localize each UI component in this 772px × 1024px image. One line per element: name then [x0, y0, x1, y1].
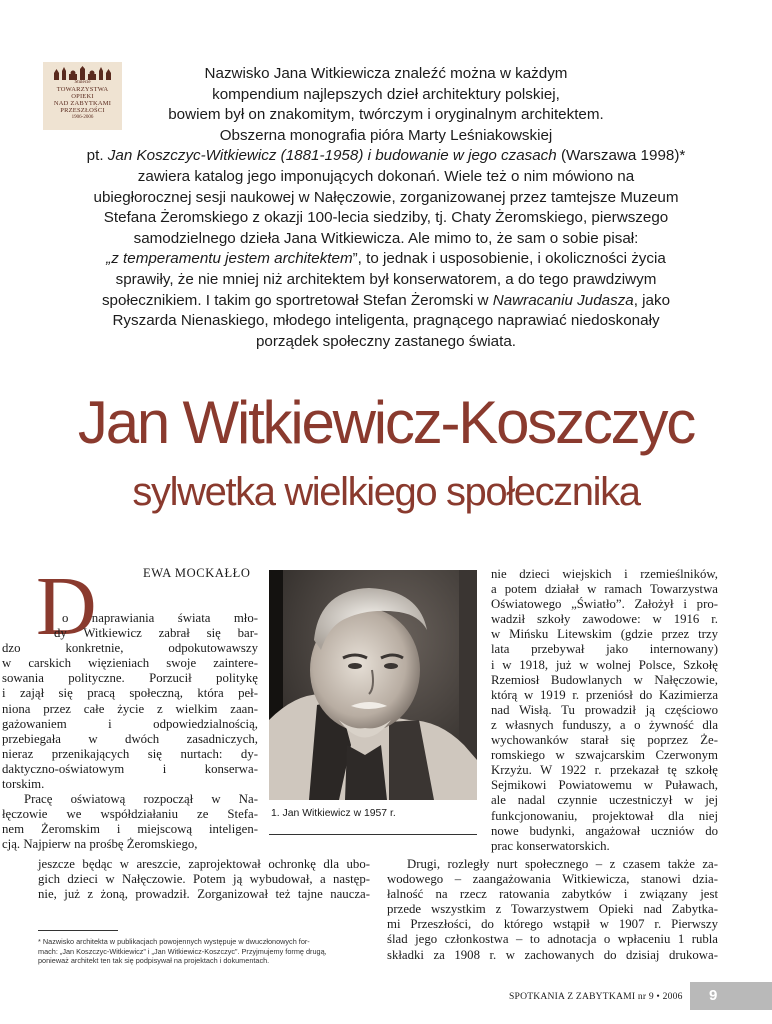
text-line: nieraz przenikających się nurtach: dy- — [2, 746, 258, 761]
text-line: Pracę oświatową rozpoczął w Na- — [24, 792, 258, 807]
text-line: mi Przeszłości, do którego wstąpił w 1907 r. Pierwszy — [387, 917, 718, 932]
page-number: 9 — [690, 982, 772, 1010]
text-line: nad Wisłą. Tu prowadził ją częściowo — [491, 702, 718, 717]
text-line: wychowanków starał się poprzez Że- — [491, 733, 718, 748]
intro-line: Ryszarda Nienaskiego, młodego inteligenta, pragnącego naprawiać niedoskonały — [112, 312, 660, 330]
quote-text: „z temperamentu jestem architektem — [106, 250, 353, 268]
book-title: Nawracaniu Judasza — [492, 291, 634, 309]
article-column-1-continued — [38, 857, 370, 902]
text-line: wodowego – zaangażowania Witkiewicza, stanowi dzia- — [387, 872, 718, 887]
text-line: lata przebywał jako internowany) — [491, 642, 718, 657]
intro-line: kompendium najlepszych dzieł architektury polskiej, — [212, 85, 560, 103]
article-column-3 — [491, 567, 718, 854]
logo-text-line: NAD ZABYTKAMI — [53, 100, 112, 107]
intro-line: sprawiły, że nie mniej niż architektem był konserwatorem, a do tego prawdziwym — [115, 270, 657, 288]
logo-text-line: PRZESZŁOŚCI — [60, 107, 105, 114]
text-line: daktyczno-oświatowym i konserwa- — [2, 761, 258, 776]
footnote — [38, 937, 374, 966]
intro-line: Obszerna monografia pióra Marty Leśniakowskiej — [219, 126, 553, 144]
intro-line: Nazwisko Jana Witkiewicza znaleźć można w każdym — [204, 65, 568, 82]
intro-line: ubiegłorocznej sesji naukowej w Nałęczowie, zorganizowanej przez tamtejsze Muzeum — [93, 188, 679, 206]
text-line: funkcjonowaniu, projektował dla niej — [491, 808, 718, 823]
text-line: składki za 1908 r. w zachowanych do dzisiaj drukowa- — [387, 947, 718, 962]
text-line: a potem działał w ramach Towarzystwa — [491, 582, 718, 597]
text-line: nowe budynki, angażował uczniów do — [491, 823, 718, 838]
text-line: dy Witkiewicz zabrał się bar- — [54, 626, 258, 641]
intro-line — [36, 291, 736, 312]
monograph-title: Jan Koszczyc-Witkiewicz (1881-1958) i budowanie w jego czasach — [107, 147, 557, 165]
text-line: o naprawiania świata mło- — [62, 611, 258, 625]
footnote-divider — [38, 930, 118, 931]
text-line: Krzyżu. W 1922 r. przekazał tę szkołę — [491, 763, 718, 778]
logo-text-line: TOWARZYSTWA — [56, 86, 109, 93]
article-subtitle: sylwetka wielkiego społecznika — [132, 470, 640, 514]
text-line: z własnych funduszy, a o żywność dla — [491, 717, 718, 732]
journal-footer: SPOTKANIA Z ZABYTKAMI nr 9 • 2006 — [509, 991, 683, 1002]
portrait-illustration — [269, 570, 477, 800]
article-title: Jan Witkiewicz-Koszczyc — [77, 389, 695, 456]
intro-line: Stefana Żeromskiego z okazji 100-lecia siedziby, tj. Chaty Żeromskiego, pierwszego — [103, 209, 669, 227]
text-line: i zajął się pracą społeczną, która peł- — [2, 686, 258, 701]
intro-text: (Warszawa 1998)* — [556, 147, 686, 165]
author-name: EWA MOCKAŁŁO — [143, 566, 251, 580]
logo-years: 1906-2006 — [71, 115, 94, 120]
text-line: gich dzieci w Nałęczowie. Potem ją wybudował, a następ- — [38, 872, 370, 887]
text-line: nie, już z żoną, prowadził. Zorganizował też tajne naucza- — [38, 887, 370, 902]
intro-text: społecznikiem. I takim go sportretował Stefan Żeromski w — [101, 291, 493, 309]
portrait-photo — [269, 570, 477, 800]
text-line: nem Żeromskim i miejscową inteligen- — [2, 822, 258, 837]
text-line: Drugi, rozległy nurt społecznego – z czasem także za- — [407, 857, 718, 871]
text-line: ale nadal czynnie uczestniczył w jej — [491, 793, 718, 808]
text-line: przebiegała w dwóch zasadniczych, — [2, 731, 258, 746]
intro-text: , jako — [633, 291, 671, 309]
text-line: cją. Najpierw na prośbę Żeromskiego, — [2, 837, 198, 852]
intro-text: ”, to jednak i usposobienie, i okoliczności życia — [352, 250, 666, 268]
photo-caption: 1. Jan Witkiewicz w 1957 r. — [271, 808, 396, 819]
caption-divider — [269, 834, 477, 835]
footnote-line: mach: „Jan Koszczyc-Witkiewicz” i „Jan Witkiewicz-Koszczyc”. Przyjmujemy formę drugą, — [38, 946, 327, 956]
logo-text-line: OPIEKI — [71, 93, 94, 100]
intro-line: samodzielnego dzieła Jana Witkiewicza. Ale mimo to, że sam o sobie pisał: — [133, 229, 639, 247]
footnote-line: ponieważ architekt ten tak się podpisywał na projektach i dokumentach. — [38, 956, 270, 966]
text-line: torskim. — [2, 777, 45, 792]
text-line: niona przez całe życie z wielkim zaan- — [2, 701, 258, 716]
intro-paragraph — [36, 64, 736, 352]
text-line: prac konserwatorskich. — [491, 838, 610, 853]
article-column-2-continued — [387, 857, 718, 963]
text-line: Oświatowego „Światło”. Założył i pro- — [491, 597, 718, 612]
text-line: Sejmikowi Powiatowemu w Puławach, — [491, 778, 718, 793]
text-line: ślad jego członkostwa – to adnotacja o wpłaceniu 1 rubla — [387, 932, 718, 947]
intro-line: bowiem był on znakomitym, twórczym i oryginalnym architektem. — [168, 106, 604, 124]
text-line: którą w 1919 r. przeniósł do Kazimierza — [491, 687, 718, 702]
text-line: gażowaniem i odpowiedzialnością, — [2, 716, 258, 731]
text-line: romskiego w szwajcarskim Czerwonym — [491, 748, 718, 763]
intro-text: pt. — [86, 147, 108, 165]
footnote-line: * Nazwisko architekta w publikacjach powojennych występuje w dwuczłonowych for- — [38, 937, 310, 946]
text-line: dzo konkretnie, odpokutowawszy — [2, 641, 258, 656]
text-line: przede wszystkim z Towarzystwem Opieki nad Zabytka- — [387, 902, 718, 917]
text-line: i w 1918, już w wolnej Polsce, Szkołę — [491, 657, 718, 672]
logo-text-line: Stulecie — [74, 80, 91, 85]
text-line: w Mińsku Litewskim (gdzie przez trzy — [491, 627, 718, 642]
text-line: łalność na rzecz ratowania zabytków i związany jest — [387, 887, 718, 902]
text-line: jeszcze będąc w areszcie, zaprojektował ochronkę dla ubo- — [38, 857, 370, 871]
intro-line — [36, 146, 736, 167]
intro-line: porządek społeczny zastanego świata. — [255, 332, 517, 350]
drop-cap: D — [36, 560, 97, 653]
article-column-1 — [0, 611, 258, 853]
text-line: nie dzieci wiejskich i rzemieślników, — [491, 567, 718, 581]
intro-line: zawiera katalog jego imponujących dokonań. Wiele też o nim mówiono na — [137, 167, 635, 185]
text-line: w carskich więzieniach swoje zaintere- — [2, 656, 258, 671]
text-line: łęczowie we współdziałaniu ze Stefa- — [2, 807, 258, 822]
text-line: sowania polityczne. Porzucił politykę — [2, 671, 258, 686]
text-line: wadził szkoły zawodowe: w 1916 r. — [491, 612, 718, 627]
text-line: Rzemiosł Budowlanych w Nałęczowie, — [491, 672, 718, 687]
intro-line — [36, 249, 736, 270]
